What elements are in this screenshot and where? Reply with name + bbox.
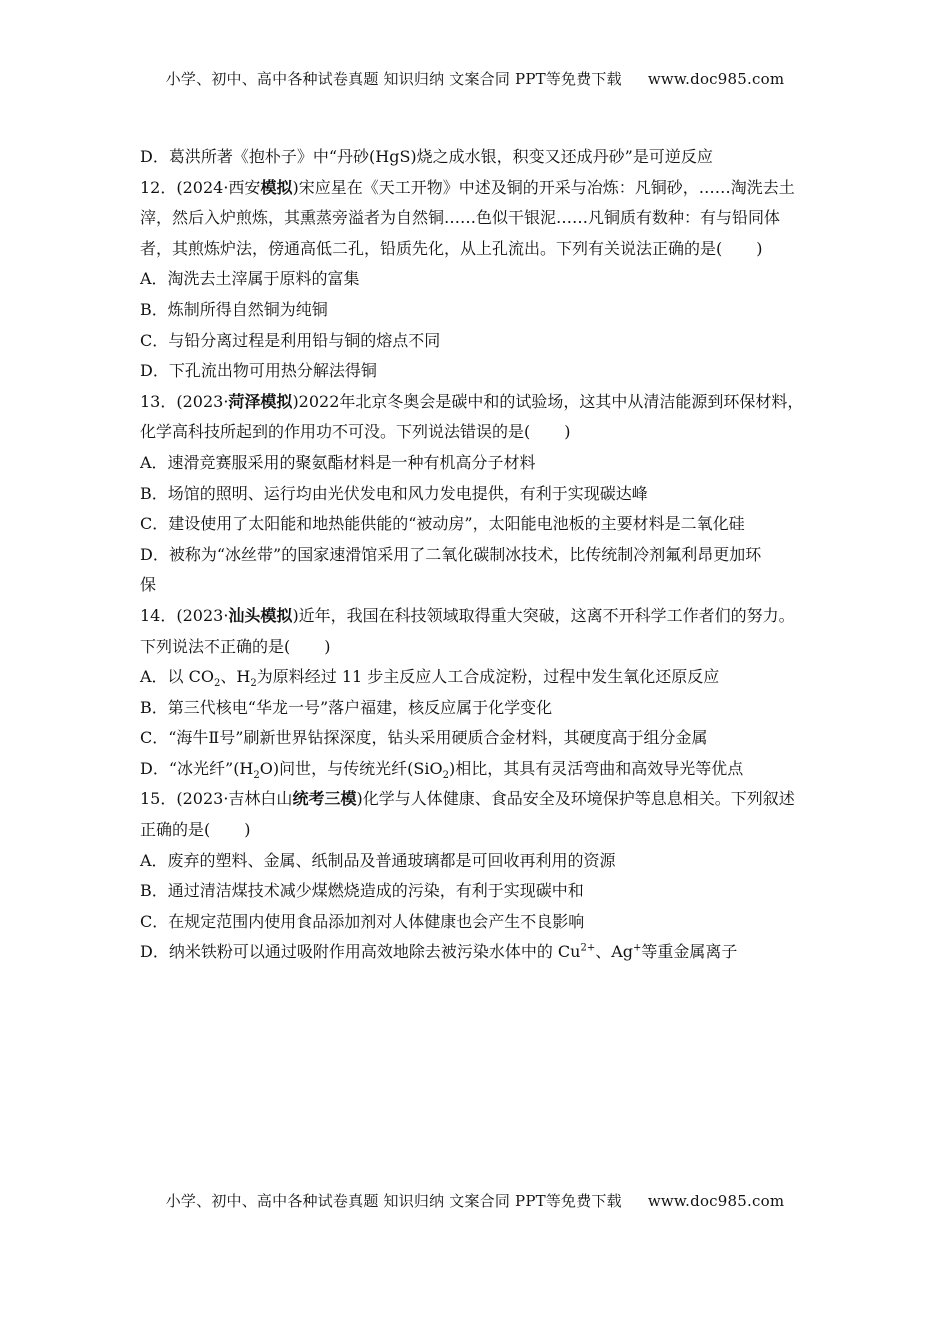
option-text: O)问世，与传统光纤(SiO xyxy=(259,758,443,778)
q15-option-c: C．在规定范围内使用食品添加剂对人体健康也会产生不良影响 xyxy=(140,911,585,931)
q14-stem-line-2 xyxy=(140,632,826,663)
question-number: 14． xyxy=(140,605,177,625)
question-source: (2023· xyxy=(176,605,229,625)
option-text: 、Ag xyxy=(595,942,634,962)
q15-stem-line-1 xyxy=(140,784,826,815)
question-stem: )近年，我国在科技领域取得重大突破，这离不开科学工作者们的努力。 xyxy=(292,605,795,625)
q12-option-c: C．与铅分离过程是利用铅与铜的熔点不同 xyxy=(140,330,441,350)
option-text: )相比，其具有灵活弯曲和高效导光等优点 xyxy=(448,758,744,778)
q13-stem-line-1 xyxy=(140,387,826,418)
header-text: 小学、初中、高中各种试卷真题 知识归纳 文案合同 PPT等免费下载 xyxy=(165,70,622,88)
question-source: (2023· xyxy=(176,391,229,411)
question-source-emphasis: 菏泽模拟 xyxy=(228,391,293,411)
q13-option-b: B．场馆的照明、运行均由光伏发电和风力发电提供，有利于实现碳达峰 xyxy=(140,483,648,503)
q14-option-d xyxy=(140,754,826,785)
question-15 xyxy=(140,784,826,968)
question-stem: )化学与人体健康、食品安全及环境保护等息息相关。下列叙述 xyxy=(356,789,795,809)
option-text: 为原料经过 11 步主反应人工合成淀粉，过程中发生氧化还原反应 xyxy=(256,667,720,687)
q12-option-b: B．炼制所得自然铜为纯铜 xyxy=(140,299,328,319)
header-site-link[interactable]: www.doc985.com xyxy=(647,70,785,88)
q15-option-d xyxy=(140,937,826,968)
option-text: 、H xyxy=(220,667,251,687)
q12-stem-line-1 xyxy=(140,173,826,204)
question-source-emphasis: 汕头模拟 xyxy=(228,605,293,625)
q12-stem-line-3 xyxy=(140,234,826,265)
subscript: 2 xyxy=(250,678,257,690)
q13-option-d-line-1: D．被称为“冰丝带”的国家速滑馆采用了二氧化碳制冰技术，比传统制冷剂氟利昂更加环 xyxy=(140,544,762,564)
question-stem: 下列说法不正确的是( xyxy=(140,636,291,656)
q15-option-b: B．通过清洁煤技术减少煤燃烧造成的污染，有利于实现碳中和 xyxy=(140,881,584,901)
paren-close: ) xyxy=(324,636,331,656)
q13-option-d-line-2: 保 xyxy=(140,575,157,595)
subscript: 2 xyxy=(253,770,260,782)
option-text: A．以 CO xyxy=(140,667,215,687)
question-stem: )宋应星在《天工开物》中述及铜的开采与冶炼：凡铜砂，……淘洗去土 xyxy=(292,177,795,197)
q14-option-a xyxy=(140,662,826,693)
q11-option-d: D．葛洪所著《抱朴子》中“丹砂(HgS)烧之成水银，积变又还成丹砂”是可逆反应 xyxy=(140,147,713,166)
question-14 xyxy=(140,601,826,785)
subscript: 2 xyxy=(214,678,221,690)
question-stem: 正确的是( xyxy=(140,820,211,840)
q13-option-a: A．速滑竞赛服采用的聚氨酯材料是一种有机高分子材料 xyxy=(140,452,536,472)
question-stem: 者，其煎炼炉法，傍通高低二孔，铅质先化，从上孔流出。下列有关说法正确的是( xyxy=(140,238,723,258)
question-stem: )2022年北京冬奥会是碳中和的试验场，这其中从清洁能源到环保材料， xyxy=(292,391,804,411)
question-number: 13． xyxy=(140,391,177,411)
question-number: 15． xyxy=(140,789,177,809)
question-13 xyxy=(140,387,826,601)
page-footer xyxy=(0,1190,950,1211)
q12-option-d: D．下孔流出物可用热分解法得铜 xyxy=(140,361,377,381)
option-text: D．纳米铁粉可以通过吸附作用高效地除去被污染水体中的 Cu xyxy=(140,942,581,962)
footer-site-link[interactable]: www.doc985.com xyxy=(647,1192,785,1210)
question-source-emphasis: 统考三模 xyxy=(292,789,357,809)
q13-stem-line-2 xyxy=(140,417,826,448)
question-source-emphasis: 模拟 xyxy=(260,177,293,197)
option-text: D．“冰光纤”(H xyxy=(140,758,254,778)
q14-option-b: B．第三代核电“华龙一号”落户福建，核反应属于化学变化 xyxy=(140,697,553,717)
superscript: + xyxy=(633,943,642,955)
paren-close: ) xyxy=(564,422,571,442)
option-text: 等重金属离子 xyxy=(641,942,738,962)
footer-text: 小学、初中、高中各种试卷真题 知识归纳 文案合同 PPT等免费下载 xyxy=(165,1192,622,1210)
question-12 xyxy=(140,173,826,387)
q14-stem-line-1 xyxy=(140,601,826,632)
question-number: 12． xyxy=(140,177,177,197)
document-body xyxy=(140,142,826,968)
page-header xyxy=(0,68,950,89)
superscript: 2+ xyxy=(580,943,596,955)
paren-close: ) xyxy=(244,820,251,840)
subscript: 2 xyxy=(442,770,449,782)
q12-stem-line-2: 滓，然后入炉煎炼，其熏蒸旁溢者为自然铜……色似干银泥……凡铜质有数种：有与铅同体 xyxy=(140,208,781,228)
question-source: (2023·吉林白山 xyxy=(176,789,293,809)
q15-stem-line-2 xyxy=(140,815,826,846)
q14-option-c: C．“海牛Ⅱ号”刷新世界钻探深度，钻头采用硬质合金材料，其硬度高于组分金属 xyxy=(140,728,708,748)
q13-option-c: C．建设使用了太阳能和地热能供能的“被动房”，太阳能电池板的主要材料是二氧化硅 xyxy=(140,514,745,534)
paren-close: ) xyxy=(756,238,763,258)
q15-option-a: A．废弃的塑料、金属、纸制品及普通玻璃都是可回收再利用的资源 xyxy=(140,850,616,870)
q12-option-a: A．淘洗去土滓属于原料的富集 xyxy=(140,269,360,289)
question-source: (2024·西安 xyxy=(176,177,261,197)
question-stem: 化学高科技所起到的作用功不可没。下列说法错误的是( xyxy=(140,422,531,442)
